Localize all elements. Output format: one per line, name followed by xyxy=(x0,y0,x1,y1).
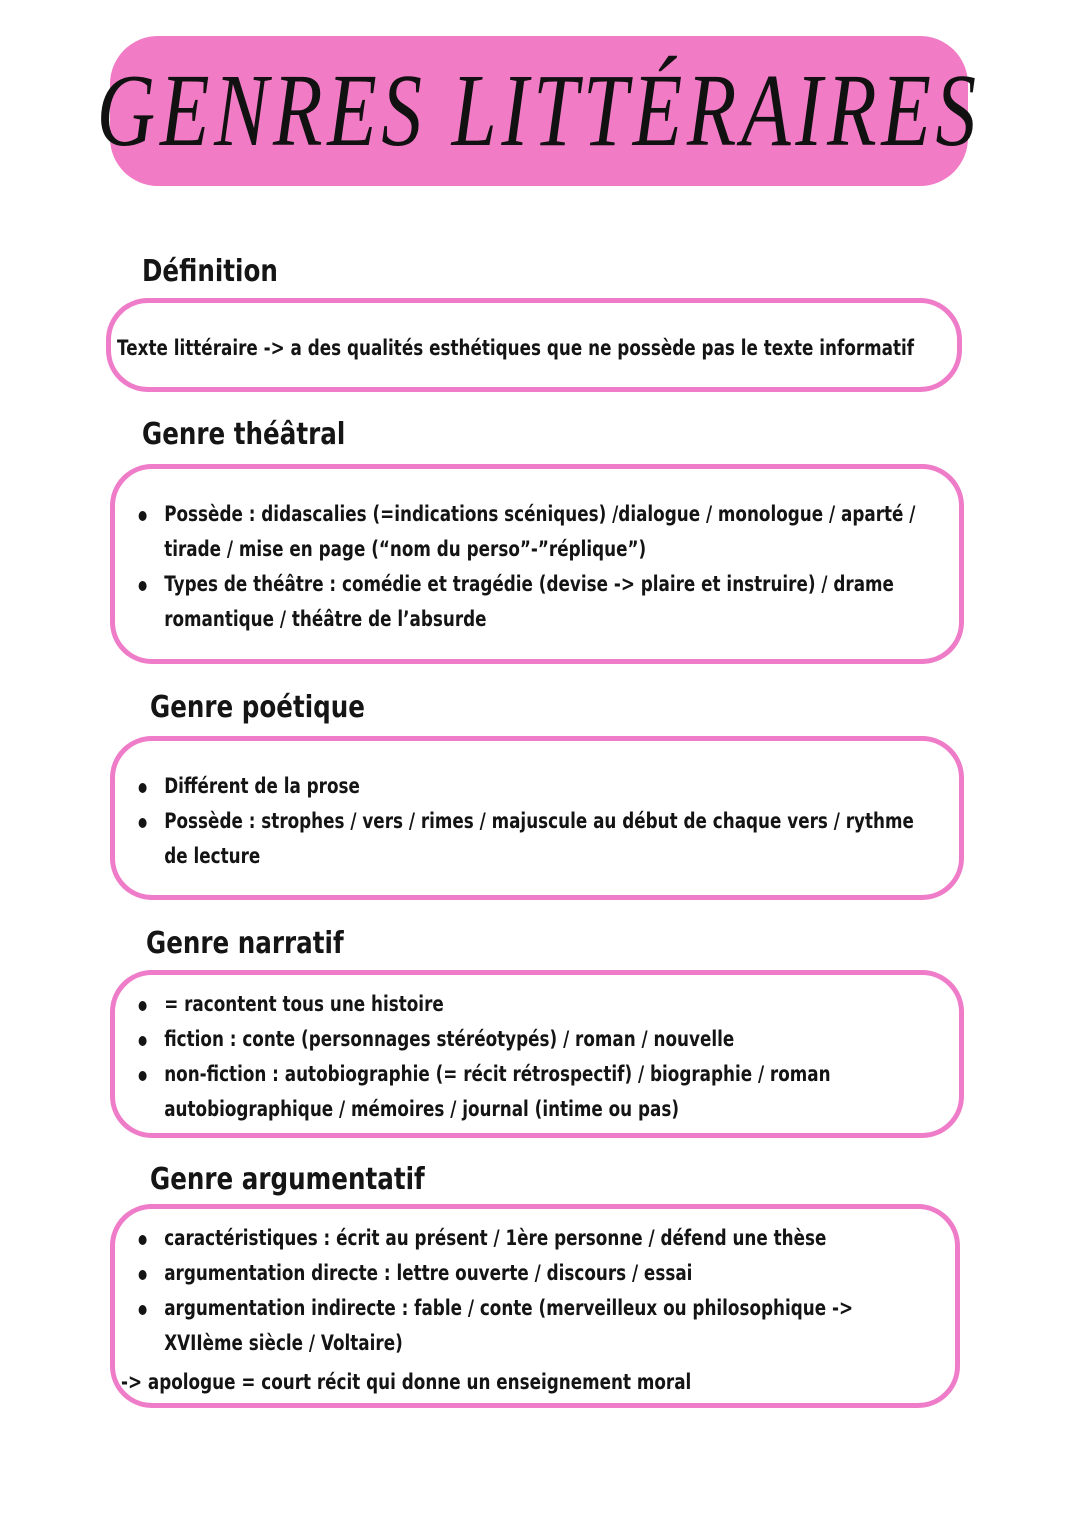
bullet-icon xyxy=(139,581,147,591)
definition-text: Texte littéraire -> a des qualités esthétiques que ne possède pas le texte informatif xyxy=(117,336,915,360)
list-item: caractéristiques : écrit au présent / 1ère personne / défend une thèse xyxy=(137,1221,853,1256)
list-item: Possède : didascalies (=indications scéniques) /dialogue / monologue / aparté / tirade / mise en page (“nom du perso”-”réplique”) xyxy=(137,497,915,567)
list-item: Différent de la prose xyxy=(137,769,914,804)
argumentatif-box xyxy=(110,1204,960,1408)
bullet-icon xyxy=(139,783,147,793)
list-item: = racontent tous une histoire xyxy=(137,987,831,1022)
argumentatif-heading: Genre argumentatif xyxy=(150,1162,425,1197)
list-item: fiction : conte (personnages stéréotypés) / roman / nouvelle xyxy=(137,1022,831,1057)
bullet-icon xyxy=(139,1036,147,1046)
definition-heading: Définition xyxy=(142,254,278,289)
poetique-box xyxy=(110,736,964,900)
narratif-box xyxy=(110,970,964,1138)
theatral-box xyxy=(110,464,964,664)
list-item: argumentation indirecte : fable / conte (merveilleux ou philosophique -> XVIIème siècle / Voltaire) xyxy=(137,1291,853,1361)
argumentatif-list xyxy=(137,1221,853,1361)
narratif-list xyxy=(137,987,831,1127)
bullet-icon xyxy=(139,1305,147,1315)
bullet-icon xyxy=(139,818,147,828)
poetique-heading: Genre poétique xyxy=(150,690,365,725)
bullet-icon xyxy=(139,1235,147,1245)
bullet-icon xyxy=(139,511,147,521)
page-title: GENRES LITTÉRAIRES xyxy=(96,53,982,168)
definition-box xyxy=(106,298,962,392)
list-item: argumentation directe : lettre ouverte / discours / essai xyxy=(137,1256,853,1291)
theatral-list xyxy=(137,497,915,637)
theatral-heading: Genre théâtral xyxy=(142,417,346,452)
bullet-icon xyxy=(139,1071,147,1081)
list-item: Possède : strophes / vers / rimes / majuscule au début de chaque vers / rythme de lecture xyxy=(137,804,914,874)
list-item: Types de théâtre : comédie et tragédie (devise -> plaire et instruire) / drame romantique / théâtre de l’absurde xyxy=(137,567,915,637)
apologue-note: -> apologue = court récit qui donne un enseignement moral xyxy=(121,1370,692,1394)
title-banner xyxy=(96,36,982,186)
bullet-icon xyxy=(139,1270,147,1280)
bullet-icon xyxy=(139,1001,147,1011)
list-item: non-fiction : autobiographie (= récit rétrospectif) / biographie / roman autobiographique / mémoires / journal (intime ou pas) xyxy=(137,1057,831,1127)
poetique-list xyxy=(137,769,914,874)
narratif-heading: Genre narratif xyxy=(146,926,344,961)
